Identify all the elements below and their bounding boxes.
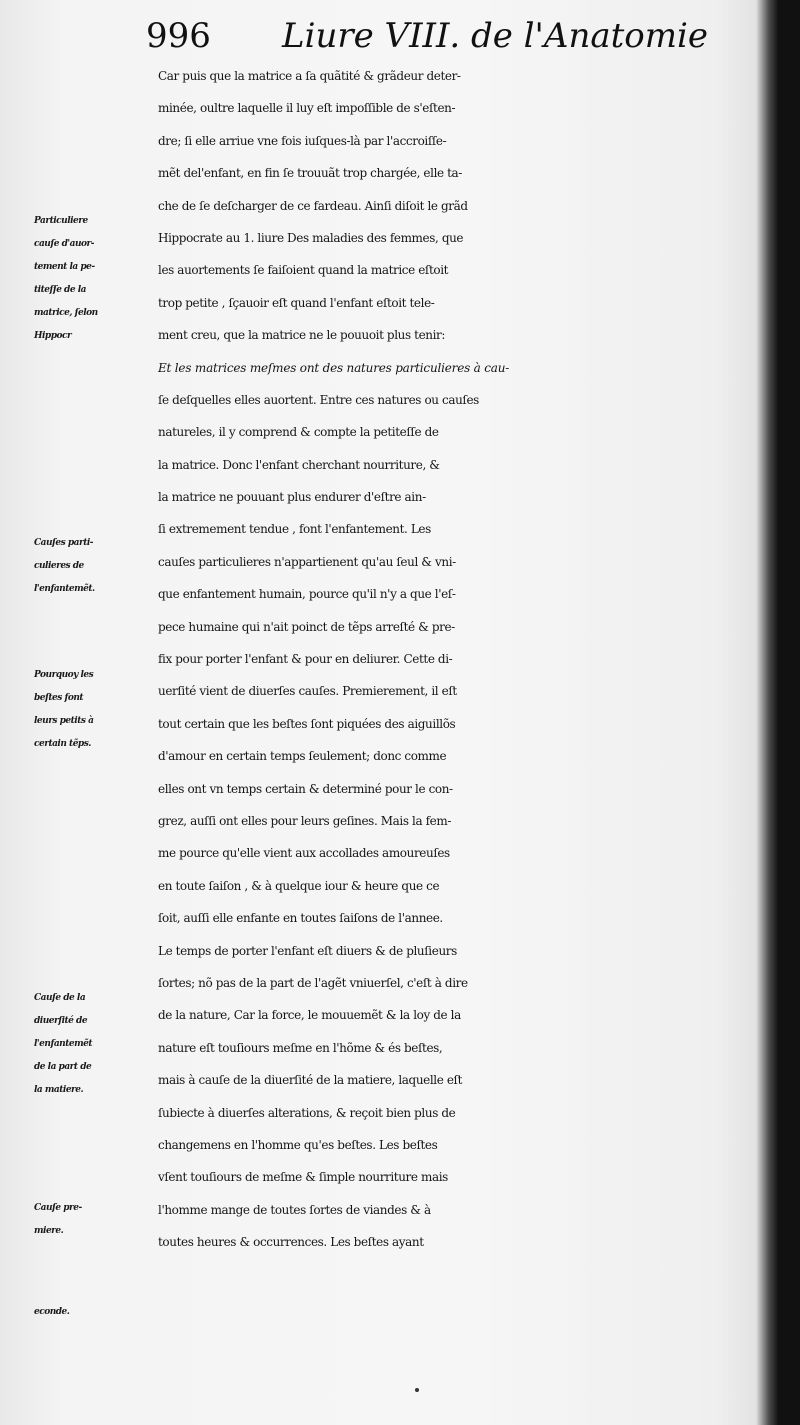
text-line: natureles, il y comprend & compte la petiteſſe de <box>158 425 439 440</box>
text-line: la matrice ne pouuant plus endurer d'eſtre ain- <box>158 490 426 505</box>
margin-note-line: l'enfantemẽt. <box>34 584 95 594</box>
text-line: tout certain que les beſtes ſont piquées des aiguillõs <box>158 716 456 731</box>
text-line: Hippocrate au 1. liure Des maladies des femmes, que <box>158 230 464 245</box>
text-line: fix pour porter l'enfant & pour en deliurer. Cette di- <box>158 652 453 667</box>
text-line: minée, oultre laquelle il luy eſt impoſſible de s'eſten- <box>158 101 456 116</box>
margin-note-line: la matiere. <box>34 1085 84 1095</box>
text-line: Car puis que la matrice a ſa quãtité & grãdeur deter- <box>158 69 461 83</box>
text-line: toutes heures & occurrences. Les beſtes ayant <box>158 1235 424 1250</box>
page-number: 996 <box>146 16 211 56</box>
scan-background <box>778 0 800 1425</box>
margin-note-line: l'enfantemẽt <box>34 1039 92 1049</box>
margin-note-line: diuerſité de <box>34 1016 88 1026</box>
margin-note <box>34 210 158 348</box>
text-line-italic: Et les matrices meſmes ont des natures particulieres à cau- <box>158 360 510 375</box>
text-line: grez, auſſi ont elles pour leurs geſines. Mais la fem- <box>158 813 452 828</box>
text-line: dre; ſi elle arriue vne fois iuſques-là par l'accroiſſe- <box>158 133 447 148</box>
text-line: en toute ſaiſon , & à quelque iour & heure que ce <box>158 878 440 893</box>
margin-note-line: econde. <box>34 1307 70 1317</box>
page-header <box>142 14 708 60</box>
running-title: Liure VIII. de l'Anatomie <box>282 16 708 56</box>
margin-note <box>34 1301 158 1324</box>
margin-note-line: cauſe d'auor- <box>34 239 94 249</box>
text-line: mẽt del'enfant, en fin ſe trouuãt trop chargée, elle ta- <box>158 166 462 181</box>
margin-note-line: de la part de <box>34 1062 92 1072</box>
text-line: ſubiecte à diuerſes alterations, & reçoit bien plus de <box>158 1105 456 1120</box>
text-line: les auortements ſe faiſoient quand la matrice eſtoit <box>158 263 449 278</box>
margin-note <box>34 664 158 756</box>
text-line: Le temps de porter l'enfant eſt diuers & de pluſieurs <box>158 943 457 958</box>
margin-note <box>34 987 158 1102</box>
ink-speck <box>415 1388 419 1392</box>
margin-note-line: certain tẽps. <box>34 739 91 749</box>
text-line: che de ſe deſcharger de ce fardeau. Ainſi diſoit le grãd <box>158 198 468 213</box>
text-line: ment creu, que la matrice ne le pouuoit plus tenir: <box>158 328 446 343</box>
margin-note-line: culieres de <box>34 561 84 571</box>
margin-note-line: titeſſe de la <box>34 285 86 295</box>
margin-note-line: Cauſe de la <box>34 993 86 1003</box>
text-line: d'amour en certain temps ſeulement; donc comme <box>158 749 447 764</box>
margin-note-line: matrice, ſelon <box>34 308 98 318</box>
text-line: l'homme mange de toutes ſortes de viandes & à <box>158 1202 431 1217</box>
text-line: que enfantement humain, pource qu'il n'y a que l'eſ- <box>158 587 456 602</box>
text-line: mais à cauſe de la diuerſité de la matiere, laquelle eſt <box>158 1073 463 1088</box>
text-line: nature eſt touſiours meſme en l'hõme & és beſtes, <box>158 1040 443 1055</box>
margin-note-line: Pourquoy les <box>34 670 94 680</box>
text-line: changemens en l'homme qu'es beſtes. Les beſtes <box>158 1137 438 1152</box>
text-line: pece humaine qui n'ait poinct de tẽps arreſté & pre- <box>158 619 455 634</box>
margin-note <box>34 1197 158 1243</box>
margin-note-line: miere. <box>34 1226 64 1236</box>
text-line: uerſité vient de diuerſes cauſes. Premierement, il eſt <box>158 684 457 699</box>
text-line: ſoit, auſſi elle enfante en toutes ſaiſons de l'annee. <box>158 911 443 926</box>
margin-note-line: Cauſe pre- <box>34 1203 82 1213</box>
text-line: vſent touſiours de meſme & ſimple nourriture mais <box>158 1170 448 1185</box>
margin-note-line: Hippocr <box>34 331 72 341</box>
text-line: ſe deſquelles elles auortent. Entre ces natures ou cauſes <box>158 392 479 407</box>
margin-note-line: leurs petits à <box>34 716 94 726</box>
page-edge-shadow <box>756 0 778 1425</box>
text-line: la matrice. Donc l'enfant cherchant nourriture, & <box>158 457 440 472</box>
text-line: ſortes; nõ pas de la part de l'agẽt vniuerſel, c'eſt à dire <box>158 975 468 990</box>
margin-note-line: tement la pe- <box>34 262 95 272</box>
main-text <box>158 60 758 1258</box>
margin-note-line: beſtes font <box>34 693 84 703</box>
text-line: de la nature, Car la force, le mouuemẽt & la loy de la <box>158 1008 461 1023</box>
text-line: elles ont vn temps certain & determiné pour le con- <box>158 781 453 796</box>
text-line: cauſes particulieres n'appartienent qu'au ſeul & vni- <box>158 554 456 569</box>
margin-note <box>34 532 158 601</box>
text-line: trop petite , ſçauoir eſt quand l'enfant eſtoit tele- <box>158 295 435 310</box>
text-line: ſi extremement tendue , font l'enfantement. Les <box>158 522 431 537</box>
margin-note-line: Particuliere <box>34 216 88 226</box>
margin-note-line: Cauſes parti- <box>34 538 94 548</box>
text-line: me pource qu'elle vient aux accollades amoureuſes <box>158 846 450 861</box>
